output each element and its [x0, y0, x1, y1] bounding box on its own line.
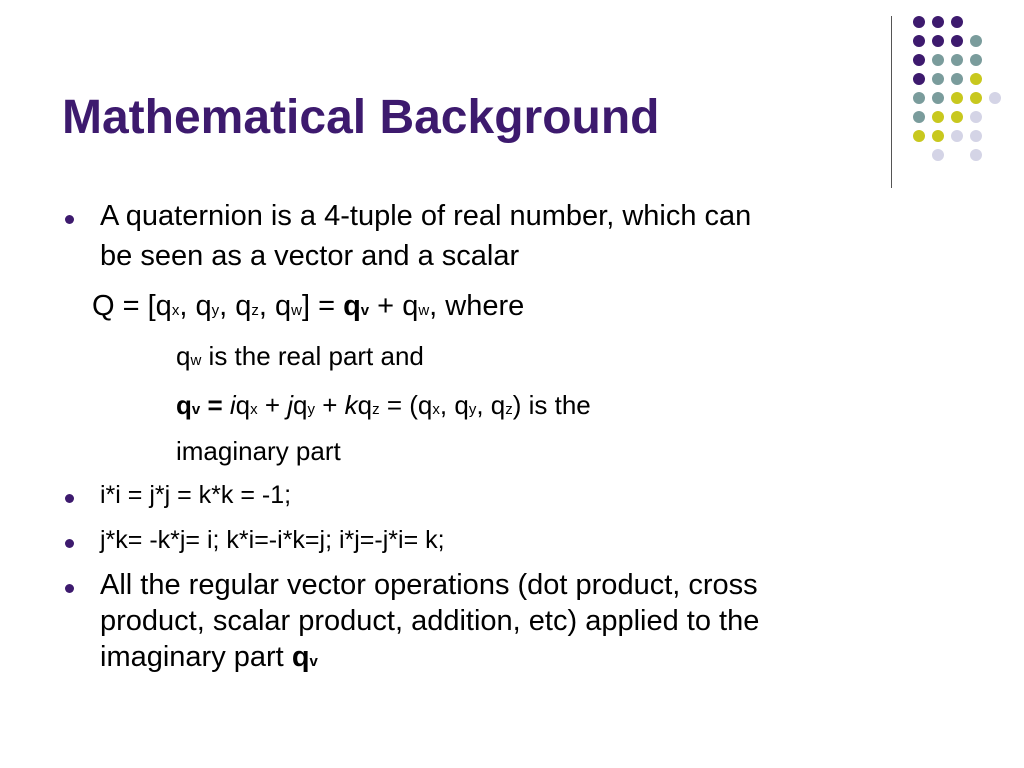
dot — [970, 130, 982, 142]
eq3-sub-z: z — [372, 401, 380, 418]
eq3-close: ) is the — [512, 390, 591, 420]
dot — [932, 130, 944, 142]
eq1-sub-x: x — [171, 302, 180, 319]
dot — [970, 92, 982, 104]
eq3-sub-y: y — [468, 401, 477, 418]
dot — [951, 35, 963, 47]
dot — [932, 149, 944, 161]
dot — [913, 35, 925, 47]
eq1-mid: ] = — [301, 290, 344, 322]
eq3-sub-z: z — [505, 401, 513, 418]
bullet-4-line-3-text: imaginary part — [100, 641, 292, 673]
eq1-lhs: Q = [ — [92, 290, 156, 322]
eq3-open: = ( — [379, 390, 418, 420]
equation-imaginary-part — [176, 390, 591, 421]
eq1-bold-q: q — [343, 290, 361, 322]
eq2-sub-w: w — [190, 352, 202, 369]
eq3-sub-y: y — [307, 401, 316, 418]
dot — [932, 16, 944, 28]
eq3-q: q — [417, 390, 433, 420]
eq1-plus: + — [369, 290, 403, 322]
bullet-4-sub-v: v — [309, 653, 318, 670]
bullet-4-line-2: product, scalar product, addition, etc) applied to the — [100, 605, 760, 637]
eq1-comma: , — [179, 290, 196, 322]
dot — [932, 73, 944, 85]
eq1-comma: , — [219, 290, 236, 322]
equation-imaginary-part-continued: imaginary part — [176, 436, 341, 466]
eq3-i: i — [229, 390, 236, 420]
eq1-sub-w: w — [291, 302, 302, 319]
bullet-marker — [65, 215, 74, 224]
dot — [932, 111, 944, 123]
dot — [951, 73, 963, 85]
bullet-4-bold-q: q — [291, 641, 310, 673]
bullet-3-text: j*k= -k*j= i; k*i=-i*k=j; i*j=-j*i= k; — [100, 526, 445, 554]
slide-title: Mathematical Background — [62, 91, 660, 144]
eq3-q: q — [293, 390, 308, 420]
dot — [913, 111, 925, 123]
eq1-sub-z: z — [251, 302, 259, 319]
bullet-1-line-2: be seen as a vector and a scalar — [100, 240, 520, 272]
eq3-q: q — [357, 390, 373, 420]
eq3-sub-x: x — [432, 401, 440, 418]
eq3-plus: + — [315, 390, 345, 420]
eq1-sub-v: v — [360, 302, 370, 319]
bullet-2-text: i*i = j*j = k*k = -1; — [100, 481, 292, 509]
dot — [970, 35, 982, 47]
bullet-4-line-1: All the regular vector operations (dot product, cross — [100, 569, 758, 601]
equation-real-part — [176, 341, 424, 372]
eq1-sub-y: y — [211, 302, 220, 319]
dot — [932, 92, 944, 104]
dot — [932, 54, 944, 66]
bullet-1-line-1: A quaternion is a 4-tuple of real number, which can — [100, 200, 752, 232]
eq3-equals: = — [200, 390, 230, 420]
dot — [913, 130, 925, 142]
bullet-marker — [65, 494, 74, 503]
eq3-j: j — [287, 390, 294, 420]
eq3-k: k — [344, 390, 358, 420]
dot — [951, 16, 963, 28]
eq1-q: q — [402, 290, 419, 322]
eq2-text: is the real part and — [201, 341, 424, 371]
dot — [951, 54, 963, 66]
bullet-4-line-3 — [100, 641, 318, 674]
eq1-where: , where — [429, 290, 525, 322]
dot — [951, 92, 963, 104]
eq3-bold-q: q — [176, 390, 192, 420]
eq1-comma: , — [258, 290, 275, 322]
eq1-q: q — [155, 290, 172, 322]
dot — [913, 73, 925, 85]
eq3-comma: , — [439, 390, 455, 420]
eq1-sub-w: w — [418, 302, 430, 319]
dot — [913, 92, 925, 104]
dot — [913, 54, 925, 66]
eq3-plus: + — [257, 390, 288, 420]
dot — [970, 54, 982, 66]
decorative-dot-grid — [0, 0, 1024, 180]
dot — [913, 16, 925, 28]
dot — [970, 73, 982, 85]
bullet-marker — [65, 584, 74, 593]
dot — [932, 35, 944, 47]
equation-quaternion-definition — [92, 290, 524, 323]
dot — [951, 130, 963, 142]
eq3-comma: , — [476, 390, 491, 420]
eq1-q: q — [235, 290, 252, 322]
bullet-marker — [65, 539, 74, 548]
eq3-sub-v: v — [191, 401, 201, 418]
eq1-q: q — [274, 290, 292, 322]
dot — [970, 149, 982, 161]
dot — [970, 111, 982, 123]
eq2-q: q — [176, 341, 191, 371]
eq1-q: q — [195, 290, 212, 322]
eq3-q: q — [454, 390, 469, 420]
dot — [951, 111, 963, 123]
dot — [989, 92, 1001, 104]
eq3-q: q — [235, 390, 251, 420]
eq3-q: q — [490, 390, 506, 420]
eq3-sub-x: x — [250, 401, 258, 418]
